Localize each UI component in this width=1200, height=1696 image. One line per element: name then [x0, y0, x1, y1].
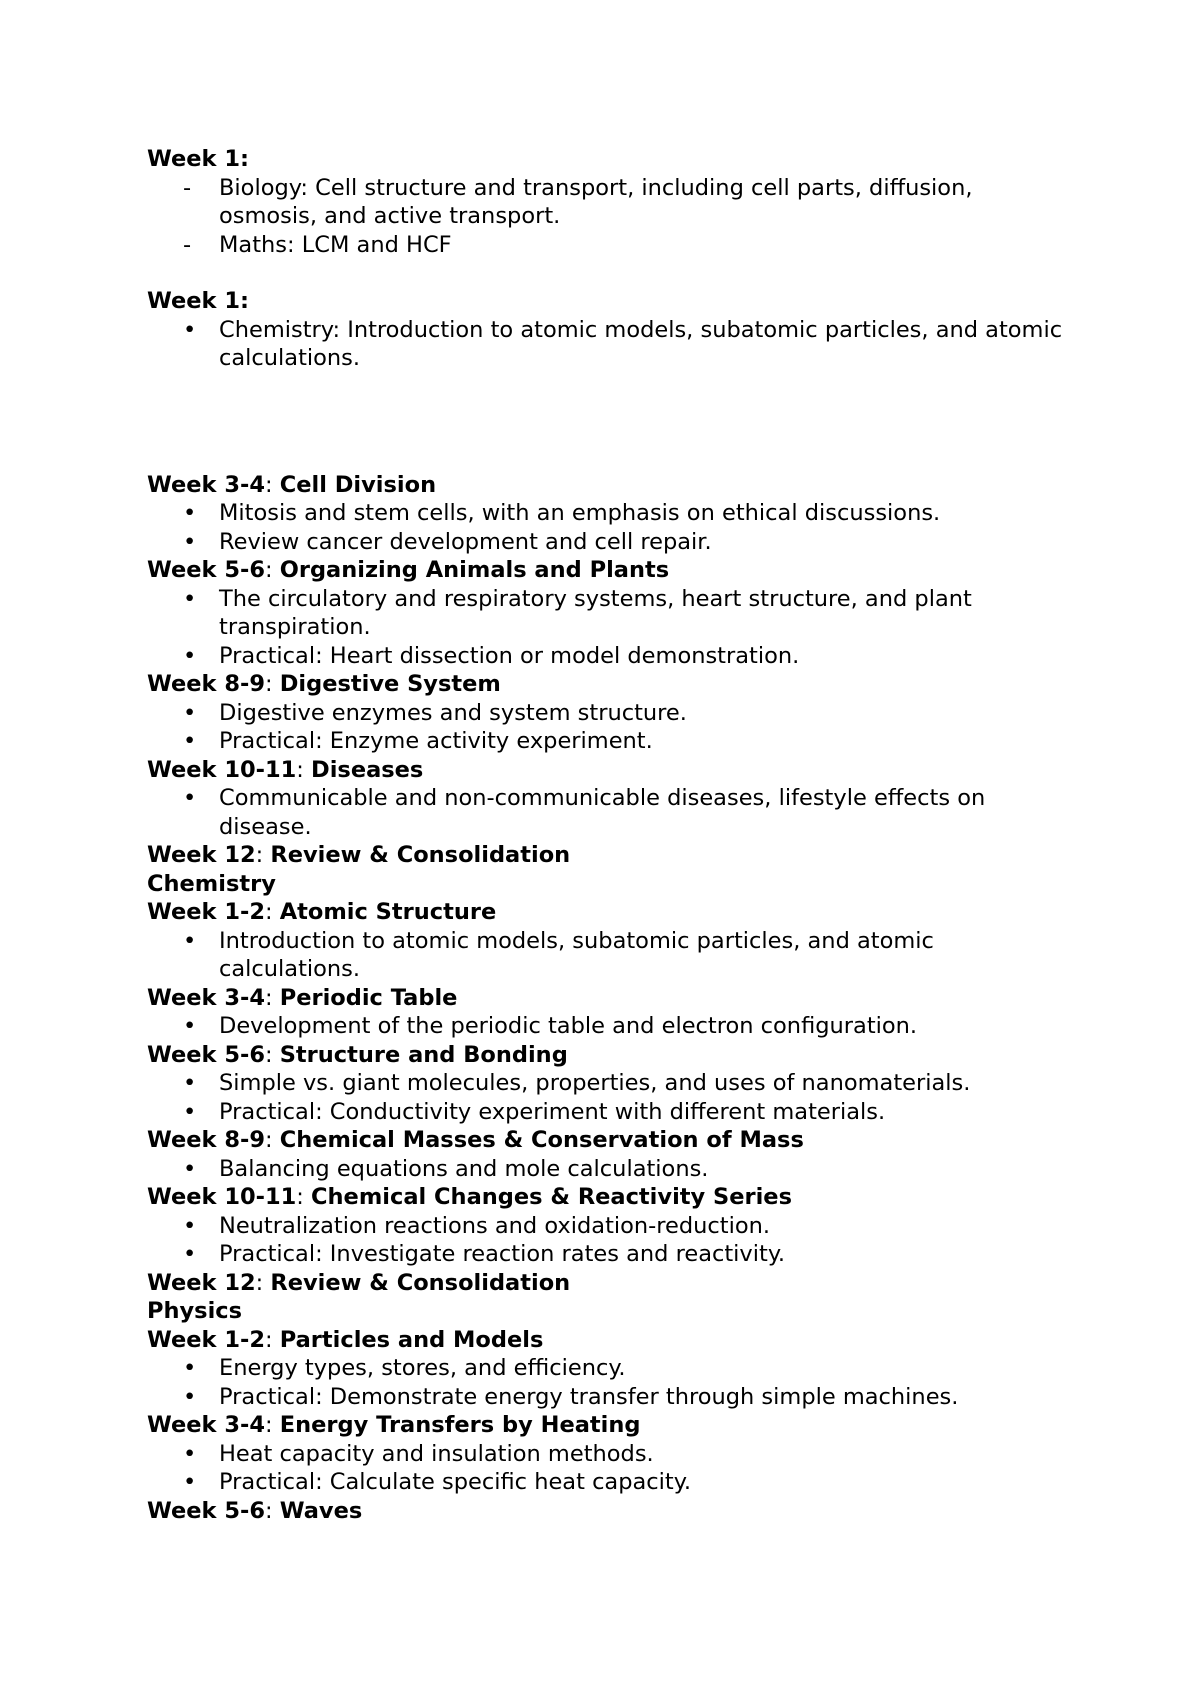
item-list	[147, 316, 1067, 373]
week-label: Week 10-11	[147, 756, 297, 783]
list-item-text: Practical: Conductivity experiment with different materials.	[219, 1098, 886, 1125]
week-block	[147, 1326, 1067, 1412]
list-item	[147, 585, 1067, 642]
week-topic: Particles and Models	[279, 1326, 544, 1353]
item-list	[147, 699, 1067, 756]
intro-block	[147, 287, 1067, 373]
week-topic: Chemical Changes & Reactivity Series	[311, 1184, 792, 1210]
list-item-text: Practical: Enzyme activity experiment.	[219, 728, 653, 754]
bullet-icon: •	[183, 585, 197, 612]
list-item	[147, 499, 1067, 528]
intro-section	[147, 145, 1067, 373]
week-separator: :	[264, 671, 280, 697]
list-item	[147, 316, 1067, 373]
bullet-icon: •	[183, 699, 197, 726]
week-separator: :	[264, 557, 280, 583]
week-heading	[147, 898, 1067, 927]
week-topic: Cell Division	[279, 471, 437, 498]
item-list	[147, 784, 1067, 841]
item-list	[147, 585, 1067, 671]
week-block	[147, 1126, 1067, 1183]
bullet-icon: •	[183, 1241, 197, 1267]
list-item-text: Heat capacity and insulation methods.	[219, 1440, 654, 1467]
week-label: Week 5-6	[147, 557, 265, 583]
list-item-text: Practical: Calculate specific heat capacity.	[219, 1469, 691, 1495]
week-label: Week 1-2	[147, 1326, 265, 1353]
week-heading	[147, 471, 1067, 500]
list-marker: -	[183, 231, 192, 258]
week-separator: :	[264, 1041, 280, 1068]
list-item	[147, 1468, 1067, 1497]
list-item-text: Chemistry: Introduction to atomic models, subatomic particles, and atomic calculations.	[219, 316, 1063, 371]
list-item-text: Practical: Heart dissection or model demonstration.	[219, 642, 800, 669]
week-heading	[147, 1326, 1067, 1355]
week-heading: Week 1:	[147, 288, 249, 314]
week-label: Week 3-4	[147, 1412, 265, 1438]
week-separator: :	[264, 1326, 280, 1353]
week-label: Week 10-11	[147, 1184, 297, 1210]
item-list	[147, 1069, 1067, 1126]
week-separator: :	[255, 1269, 271, 1296]
spacer	[147, 259, 1067, 287]
list-item-text: Development of the periodic table and electron configuration.	[219, 1013, 918, 1039]
list-item	[147, 528, 1067, 557]
list-item	[147, 1098, 1067, 1127]
list-item	[147, 1383, 1067, 1412]
item-list	[147, 1440, 1067, 1497]
item-list	[147, 1155, 1067, 1184]
week-topic: Diseases	[311, 756, 424, 783]
list-item	[147, 174, 1067, 231]
bullet-icon: •	[183, 1013, 197, 1039]
week-block	[147, 556, 1067, 670]
list-item-text: Mitosis and stem cells, with an emphasis on ethical discussions.	[219, 500, 941, 526]
week-topic: Review & Consolidation	[270, 842, 571, 868]
week-label: Week 3-4	[147, 984, 265, 1011]
week-block	[147, 1041, 1067, 1127]
bullet-icon: •	[183, 1383, 197, 1410]
bullet-icon: •	[183, 927, 197, 954]
week-topic: Structure and Bonding	[279, 1041, 568, 1068]
week-label: Week 5-6	[147, 1497, 265, 1524]
subject-heading: Physics	[147, 1298, 243, 1324]
week-block	[147, 1411, 1067, 1497]
list-item	[147, 1069, 1067, 1098]
list-item	[147, 1440, 1067, 1469]
week-separator: :	[296, 1184, 312, 1210]
list-item-text: Practical: Investigate reaction rates and reactivity.	[219, 1241, 786, 1267]
item-list	[147, 927, 1067, 984]
week-block	[147, 1497, 1067, 1526]
week-label: Week 5-6	[147, 1041, 265, 1068]
bullet-icon: •	[183, 1098, 197, 1125]
week-heading	[147, 1497, 1067, 1526]
week-block	[147, 1269, 1067, 1298]
week-separator: :	[264, 1412, 280, 1438]
bullet-icon: •	[183, 1355, 197, 1381]
item-list	[147, 499, 1067, 556]
week-block	[147, 898, 1067, 984]
list-item	[147, 1354, 1067, 1383]
week-separator: :	[264, 1127, 280, 1153]
week-heading	[147, 984, 1067, 1013]
week-block	[147, 756, 1067, 842]
week-label: Week 8-9	[147, 671, 265, 697]
week-label: Week 12	[147, 842, 256, 868]
list-item	[147, 784, 1067, 841]
week-heading	[147, 756, 1067, 785]
week-heading	[147, 556, 1067, 585]
list-item-text: Practical: Demonstrate energy transfer through simple machines.	[219, 1383, 959, 1410]
bullet-icon: •	[183, 500, 197, 526]
list-marker: •	[183, 316, 197, 343]
week-separator: :	[255, 842, 271, 868]
week-topic: Chemical Masses & Conservation of Mass	[279, 1127, 804, 1153]
bullet-icon: •	[183, 1469, 197, 1495]
week-label: Week 12	[147, 1269, 256, 1296]
list-item-text: Energy types, stores, and efficiency.	[219, 1355, 626, 1381]
list-item	[147, 727, 1067, 756]
week-separator: :	[264, 471, 280, 498]
item-list	[147, 1012, 1067, 1041]
list-item-text: Neutralization reactions and oxidation-reduction.	[219, 1212, 771, 1239]
list-marker: -	[183, 174, 192, 201]
item-list	[147, 1212, 1067, 1269]
bullet-icon: •	[183, 1070, 197, 1096]
list-item-text: Introduction to atomic models, subatomic particles, and atomic calculations.	[219, 927, 934, 982]
spacer	[147, 373, 1067, 471]
intro-block	[147, 145, 1067, 259]
week-topic: Periodic Table	[279, 984, 458, 1011]
week-label: Week 8-9	[147, 1127, 265, 1153]
list-item	[147, 699, 1067, 728]
week-heading	[147, 1126, 1067, 1155]
week-heading	[147, 1411, 1067, 1440]
bullet-icon: •	[183, 1212, 197, 1239]
list-item-text: Balancing equations and mole calculations.	[219, 1155, 709, 1182]
list-item	[147, 642, 1067, 671]
list-item	[147, 1155, 1067, 1184]
list-item	[147, 1212, 1067, 1241]
week-separator: :	[264, 984, 280, 1011]
bullet-icon: •	[183, 528, 197, 555]
week-block	[147, 984, 1067, 1041]
bullet-icon: •	[183, 728, 197, 754]
list-item-text: Communicable and non-communicable diseases, lifestyle effects on disease.	[219, 785, 986, 840]
bullet-icon: •	[183, 1155, 197, 1182]
week-topic: Organizing Animals and Plants	[279, 557, 670, 583]
bullet-icon: •	[183, 642, 197, 669]
schedule-section	[147, 471, 1067, 1526]
subject-heading: Chemistry	[147, 870, 276, 897]
week-label: Week 1-2	[147, 899, 265, 925]
week-heading	[147, 1183, 1067, 1212]
list-item-text: Maths: LCM and HCF	[219, 231, 452, 258]
item-list	[147, 1354, 1067, 1411]
week-topic: Digestive System	[279, 671, 501, 697]
week-separator: :	[296, 756, 312, 783]
week-topic: Waves	[279, 1497, 363, 1524]
week-separator: :	[264, 899, 280, 925]
list-item	[147, 927, 1067, 984]
week-topic: Review & Consolidation	[270, 1269, 571, 1296]
week-separator: :	[264, 1497, 280, 1524]
week-heading	[147, 841, 1067, 870]
bullet-icon: •	[183, 1440, 197, 1467]
week-label: Week 3-4	[147, 471, 265, 498]
week-topic: Atomic Structure	[279, 899, 497, 925]
week-block	[147, 1183, 1067, 1269]
week-heading	[147, 1269, 1067, 1298]
document-page	[147, 145, 1067, 1525]
list-item-text: The circulatory and respiratory systems, heart structure, and plant transpiration.	[219, 585, 972, 640]
list-item-text: Digestive enzymes and system structure.	[219, 699, 687, 726]
list-item-text: Review cancer development and cell repair.	[219, 528, 712, 555]
week-heading	[147, 670, 1067, 699]
list-item-text: Simple vs. giant molecules, properties, and uses of nanomaterials.	[219, 1070, 971, 1096]
week-topic: Energy Transfers by Heating	[279, 1412, 641, 1438]
list-item-text: Biology: Cell structure and transport, including cell parts, diffusion, osmosis, and active transport.	[219, 174, 973, 229]
week-heading: Week 1:	[147, 146, 249, 172]
list-item	[147, 1240, 1067, 1269]
week-heading	[147, 1041, 1067, 1070]
week-block	[147, 471, 1067, 557]
week-block	[147, 841, 1067, 870]
item-list	[147, 174, 1067, 260]
week-block	[147, 670, 1067, 756]
bullet-icon: •	[183, 785, 197, 811]
list-item	[147, 1012, 1067, 1041]
list-item	[147, 231, 1067, 260]
